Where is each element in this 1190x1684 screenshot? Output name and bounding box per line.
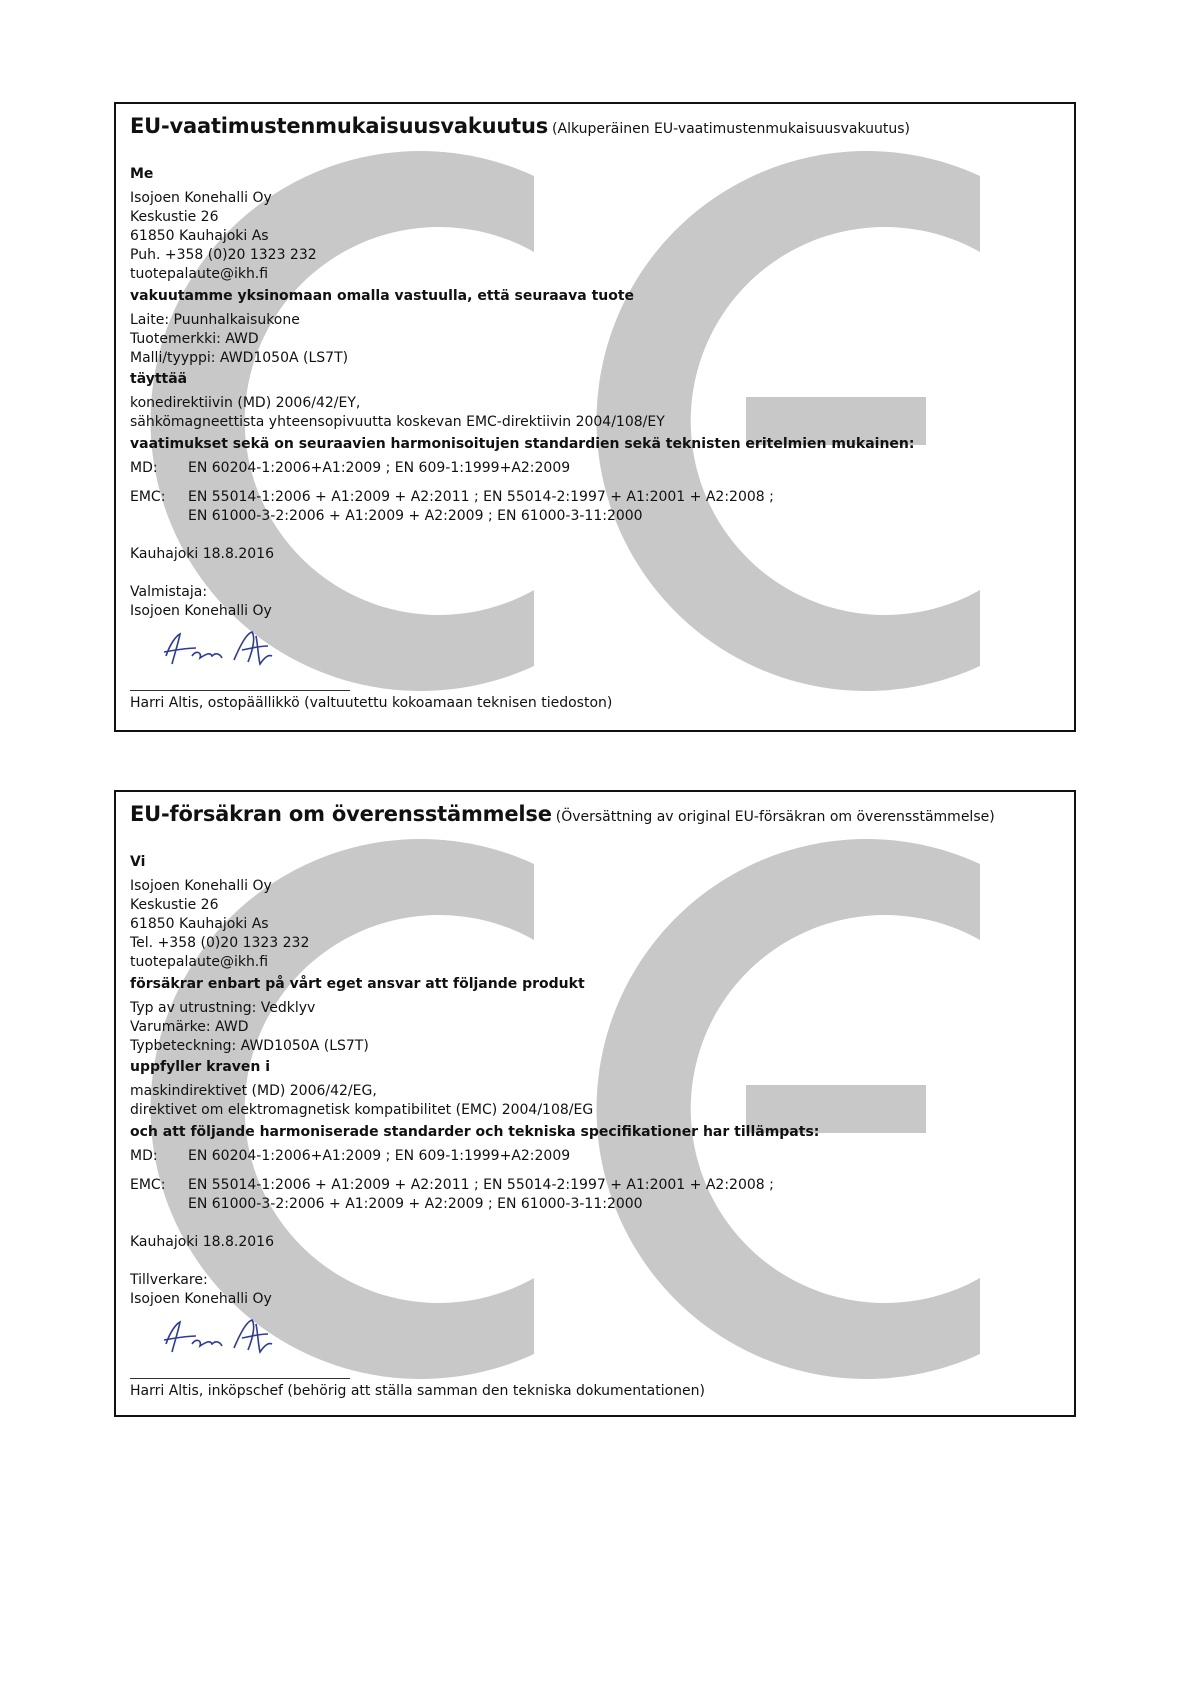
email-address: tuotepalaute@ikh.fi xyxy=(130,954,269,970)
city-address: 61850 Kauhajoki As xyxy=(130,228,269,244)
device-type: Laite: Puunhalkaisukone xyxy=(130,312,300,328)
emc-standards-line-2: EN 61000-3-2:2006 + A1:2009 + A2:2009 ; EN 61000-3-11:2000 xyxy=(188,1196,643,1212)
signature-icon xyxy=(156,1314,276,1358)
standards-heading: vaatimukset sekä on seuraavien harmonisoitujen standardien sekä teknisten eritelmien mukainen: xyxy=(130,436,915,452)
emc-standards-line-2: EN 61000-3-2:2006 + A1:2009 + A2:2009 ; EN 61000-3-11:2000 xyxy=(188,508,643,524)
phone-number: Tel. +358 (0)20 1323 232 xyxy=(130,935,310,951)
fulfils-heading: uppfyller kraven i xyxy=(130,1059,271,1075)
title-main: EU-vaatimustenmukaisuusvakuutus xyxy=(130,114,549,138)
manufacturer-name: Isojoen Konehalli Oy xyxy=(130,1291,272,1307)
declaration-title xyxy=(130,114,910,138)
model: Typbeteckning: AWD1050A (LS7T) xyxy=(130,1038,369,1054)
md-standards-row xyxy=(130,1148,570,1165)
title-subtitle: (Alkuperäinen EU-vaatimustenmukaisuusvakuutus) xyxy=(552,121,910,137)
fulfils-heading: täyttää xyxy=(130,371,188,387)
company-name: Isojoen Konehalli Oy xyxy=(130,190,272,206)
emc-label: EMC: xyxy=(130,1177,166,1193)
street-address: Keskustie 26 xyxy=(130,209,219,225)
city-address: 61850 Kauhajoki As xyxy=(130,916,269,932)
brand: Tuotemerkki: AWD xyxy=(130,331,259,347)
emc-standards-row xyxy=(130,1177,774,1194)
signature-line xyxy=(130,690,350,691)
title-subtitle: (Översättning av original EU-försäkran om överensstämmelse) xyxy=(555,809,995,825)
md-standards-row xyxy=(130,460,570,477)
directive-emc: direktivet om elektromagnetisk kompatibilitet (EMC) 2004/108/EG xyxy=(130,1102,594,1118)
md-standards: EN 60204-1:2006+A1:2009 ; EN 609-1:1999+A2:2009 xyxy=(188,1148,571,1164)
declaration-title xyxy=(130,802,995,826)
company-name: Isojoen Konehalli Oy xyxy=(130,878,272,894)
title-main: EU-försäkran om överensstämmelse xyxy=(130,802,552,826)
phone-number: Puh. +358 (0)20 1323 232 xyxy=(130,247,317,263)
manufacturer-name: Isojoen Konehalli Oy xyxy=(130,603,272,619)
directive-emc: sähkömagneettista yhteensopivuutta koskevan EMC-direktiivin 2004/108/EY xyxy=(130,414,665,430)
declare-heading: vakuutamme yksinomaan omalla vastuulla, että seuraava tuote xyxy=(130,288,635,304)
signatory: Harri Altis, ostopäällikkö (valtuutettu kokoamaan teknisen tiedoston) xyxy=(130,695,613,711)
emc-label: EMC: xyxy=(130,489,166,505)
declaration-swedish xyxy=(114,790,1076,1417)
signature-line xyxy=(130,1378,350,1379)
manufacturer-label: Tillverkare: xyxy=(130,1272,208,1288)
model: Malli/tyyppi: AWD1050A (LS7T) xyxy=(130,350,349,366)
place-date: Kauhajoki 18.8.2016 xyxy=(130,1234,274,1250)
brand: Varumärke: AWD xyxy=(130,1019,249,1035)
md-standards: EN 60204-1:2006+A1:2009 ; EN 609-1:1999+A2:2009 xyxy=(188,460,571,476)
place-date: Kauhajoki 18.8.2016 xyxy=(130,546,274,562)
directive-md: maskindirektivet (MD) 2006/42/EG, xyxy=(130,1083,377,1099)
street-address: Keskustie 26 xyxy=(130,897,219,913)
directive-md: konedirektiivin (MD) 2006/42/EY, xyxy=(130,395,361,411)
declare-heading: försäkrar enbart på vårt eget ansvar att följande produkt xyxy=(130,976,585,992)
md-label: MD: xyxy=(130,460,158,476)
emc-standards-row xyxy=(130,489,774,506)
standards-heading: och att följande harmoniserade standarder och tekniska specifikationer har tillämpats: xyxy=(130,1124,820,1140)
md-label: MD: xyxy=(130,1148,158,1164)
signature-icon xyxy=(156,626,276,670)
manufacturer-label: Valmistaja: xyxy=(130,584,208,600)
declaration-finnish xyxy=(114,102,1076,732)
we-label: Vi xyxy=(130,854,146,870)
emc-standards-line-1: EN 55014-1:2006 + A1:2009 + A2:2011 ; EN 55014-2:1997 + A1:2001 + A2:2008 ; xyxy=(188,489,774,505)
device-type: Typ av utrustning: Vedklyv xyxy=(130,1000,316,1016)
email-address: tuotepalaute@ikh.fi xyxy=(130,266,269,282)
we-label: Me xyxy=(130,166,154,182)
signatory: Harri Altis, inköpschef (behörig att ställa samman den tekniska dokumentationen) xyxy=(130,1383,705,1399)
emc-standards-line-1: EN 55014-1:2006 + A1:2009 + A2:2011 ; EN 55014-2:1997 + A1:2001 + A2:2008 ; xyxy=(188,1177,774,1193)
